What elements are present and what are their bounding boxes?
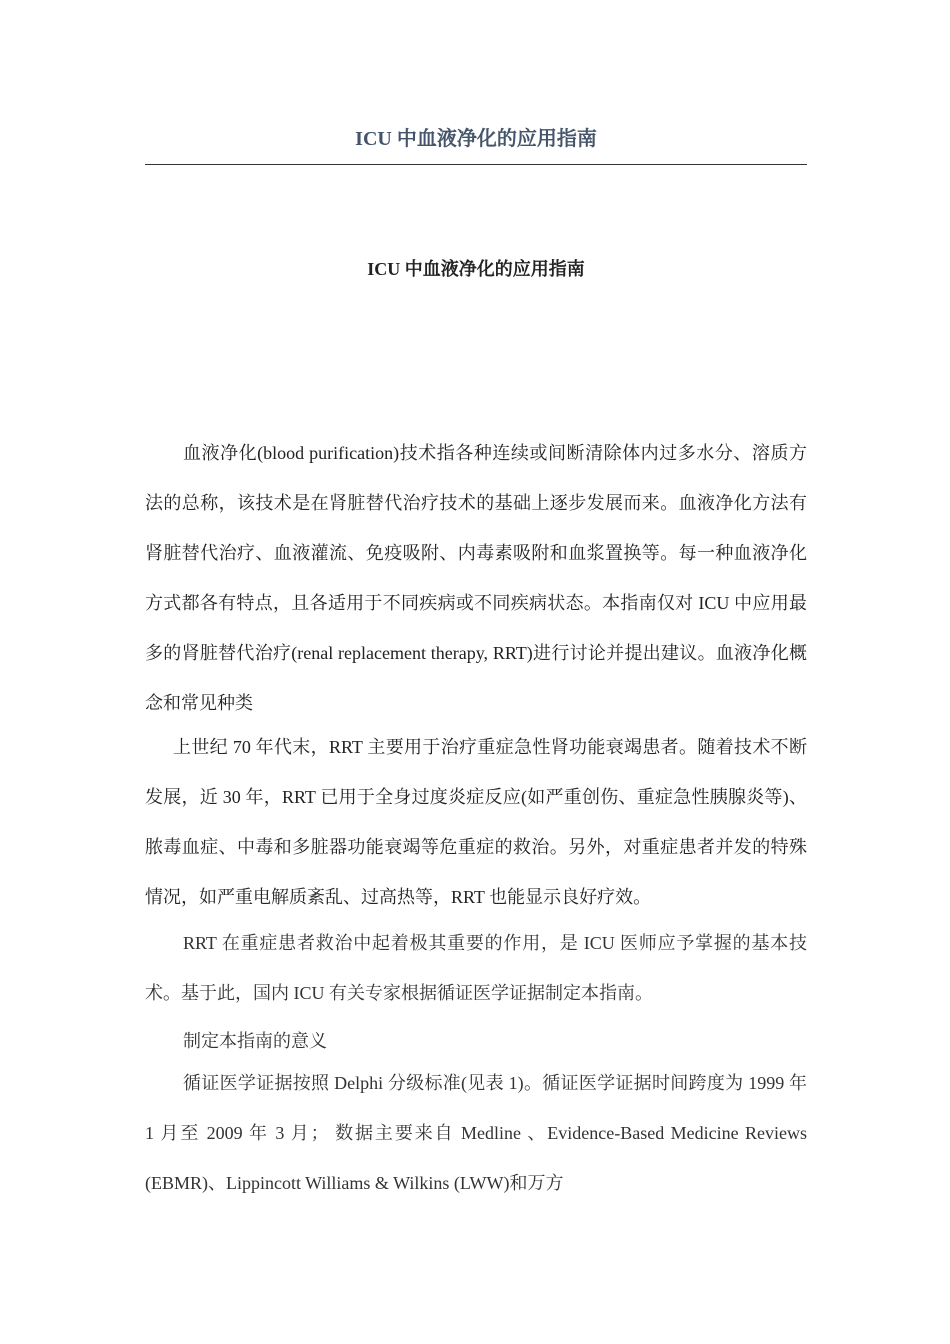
paragraph-history: 上世纪 70 年代末，RRT 主要用于治疗重症急性肾功能衰竭患者。随着技术不断发展，近 30 年，RRT 已用于全身过度炎症反应(如严重创伤、重症急性胰腺炎等)、脓毒血症、中毒和多脏器功能衰竭等危重症的救治。另外，对重症患者并发的特殊情况，如严重电解质紊乱、过高热等，RRT 也能显示良好疗效。 xyxy=(145,737,807,907)
paragraph-intro: 血液净化(blood purification)技术指各种连续或间断清除体内过多水分、溶质方法的总称，该技术是在肾脏替代治疗技术的基础上逐步发展而来。血液净化方法有肾脏替代治疗、血液灌流、免疫吸附、内毒素吸附和血浆置换等。每一种血液净化方式都各有特点，且各适用于不同疾病或不同疾病状态。本指南仅对 ICU 中应用最多的肾脏替代治疗(renal replacement therapy, RRT)进行讨论并提出建议。血液净化概念和常见种类 xyxy=(145,443,807,713)
document-title: ICU 中血液净化的应用指南 xyxy=(367,259,585,279)
paragraph-purpose-heading: 制定本指南的意义 xyxy=(183,1031,327,1051)
paragraph-evidence: 循证医学证据按照 Delphi 分级标准(见表 1)。循证医学证据时间跨度为 1999 年 1 月至 2009 年 3 月； 数据主要来自 Medline 、Evidence-Based Medicine Reviews (EBMR)、Lippincott Williams & Wilkins (LWW)和万方 xyxy=(145,1073,807,1193)
paragraph-importance: RRT 在重症患者救治中起着极其重要的作用，是 ICU 医师应予掌握的基本技术。基于此，国内 ICU 有关专家根据循证医学证据制定本指南。 xyxy=(145,933,807,1003)
running-header-title: ICU 中血液净化的应用指南 xyxy=(355,128,597,150)
header-divider xyxy=(145,164,807,165)
